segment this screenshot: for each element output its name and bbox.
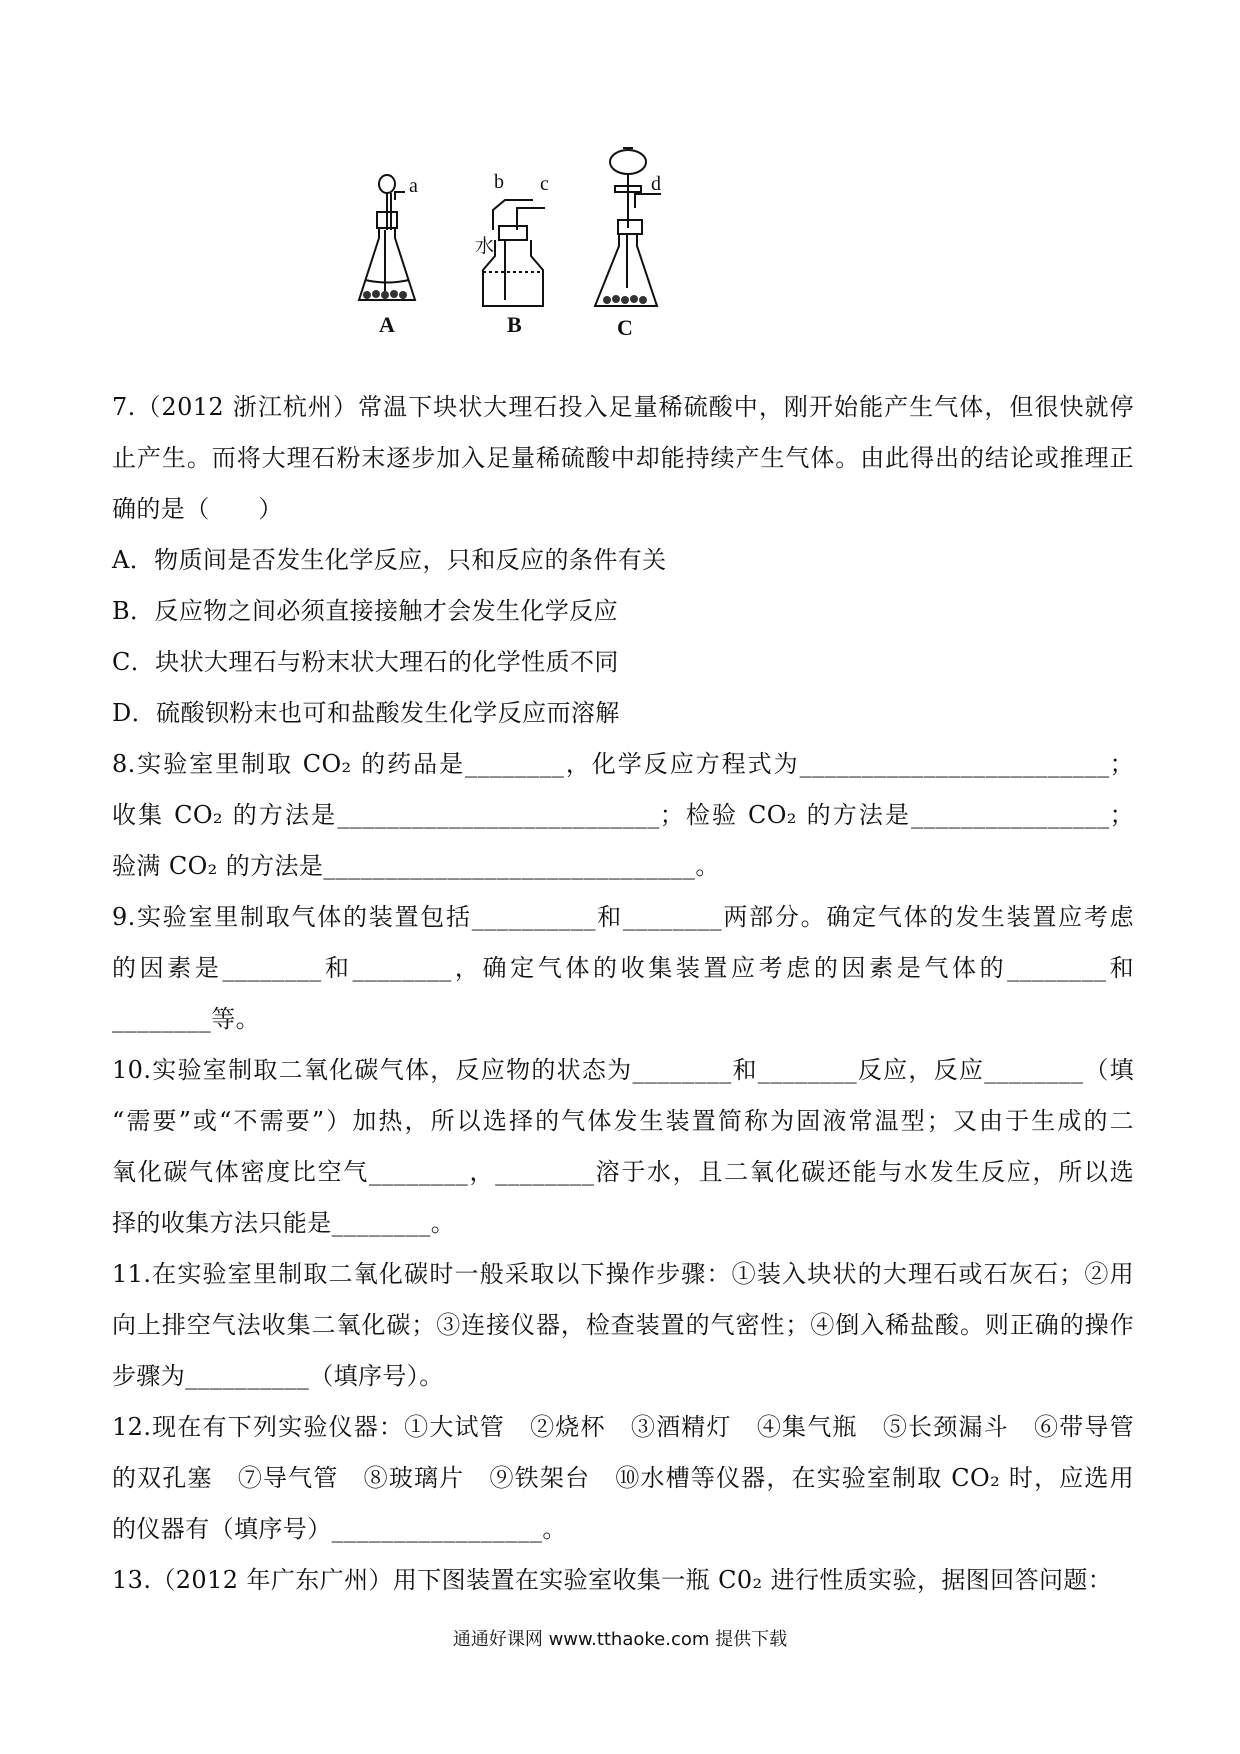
text-line: 步骤为__________（填序号）。 xyxy=(112,1362,444,1390)
text-line: 验满 CO₂ 的方法是______________________________。 xyxy=(112,852,720,880)
text-line: 8.实验室里制取 CO₂ 的药品是________，化学反应方程式为_________________________； xyxy=(112,750,1134,778)
text-line: 止产生。而将大理石粉末逐步加入足量稀硫酸中却能持续产生气体。由此得出的结论或推理正 xyxy=(112,444,1134,472)
text-line: “需要”或“不需要”）加热，所以选择的气体发生装置简称为固液常温型；又由于生成的二 xyxy=(112,1107,1134,1135)
caption-b: B xyxy=(507,312,522,337)
option-a: A．物质间是否发生化学反应，只和反应的条件有关 xyxy=(112,546,667,574)
text-line: 7.（2012 浙江杭州）常温下块状大理石投入足量稀硫酸中，刚开始能产生气体，但很快就停 xyxy=(112,393,1134,421)
text-line: 收集 CO₂ 的方法是__________________________；检验 CO₂ 的方法是________________； xyxy=(112,801,1134,829)
apparatus-c xyxy=(595,148,661,306)
text-line: 确的是（ ） xyxy=(112,495,283,523)
apparatus-diagram xyxy=(379,160,755,385)
label-c: c xyxy=(540,173,549,195)
text-line: 13.（2012 年广东广州）用下图装置在实验室收集一瓶 C0₂ 进行性质实验，据图回答问题： xyxy=(112,1566,1113,1594)
text-line: 的因素是________和________，确定气体的收集装置应考虑的因素是气体的________和 xyxy=(112,954,1134,982)
caption-a: A xyxy=(379,312,395,337)
text-line: 的仪器有（填序号）_________________。 xyxy=(112,1515,567,1543)
label-water: 水 xyxy=(475,235,495,257)
apparatus-a xyxy=(359,175,415,300)
option-b: B．反应物之间必须直接接触才会发生化学反应 xyxy=(112,597,619,625)
text-line: 11.在实验室里制取二氧化碳时一般采取以下操作步骤：①装入块状的大理石或石灰石；②用 xyxy=(112,1260,1134,1288)
text-line: 择的收集方法只能是________。 xyxy=(112,1209,456,1237)
caption-c: C xyxy=(617,315,633,340)
option-d: D．硫酸钡粉末也可和盐酸发生化学反应而溶解 xyxy=(112,699,620,727)
text-line: 12.现在有下列实验仪器：①大试管 ②烧杯 ③酒精灯 ④集气瓶 ⑤长颈漏斗 ⑥带导管 xyxy=(112,1413,1134,1441)
text-line: ________等。 xyxy=(112,1005,260,1033)
question-text xyxy=(112,382,1134,1606)
option-c: C．块状大理石与粉末状大理石的化学性质不同 xyxy=(112,648,619,676)
apparatus-a-stones xyxy=(363,290,407,299)
page-footer: 通通好课网 www.tthaoke.com 提供下载 xyxy=(452,1629,788,1650)
text-line: 向上排空气法收集二氧化碳；③连接仪器，检查装置的气密性；④倒入稀盐酸。则正确的操作 xyxy=(112,1311,1134,1339)
text-line: 氧化碳气体密度比空气________，________溶于水，且二氧化碳还能与水发生反应，所以选 xyxy=(112,1158,1134,1186)
label-d: d xyxy=(651,173,661,195)
text-line: 9.实验室里制取气体的装置包括__________和________两部分。确定气体的发生装置应考虑 xyxy=(112,903,1134,931)
text-line: 的双孔塞 ⑦导气管 ⑧玻璃片 ⑨铁架台 ⑩水槽等仪器，在实验室制取 CO₂ 时，应选用 xyxy=(112,1464,1134,1492)
text-line: 10.实验室制取二氧化碳气体，反应物的状态为________和________反应，反应________（填 xyxy=(112,1056,1134,1084)
label-b: b xyxy=(494,171,504,193)
apparatus-c-stones xyxy=(603,295,647,304)
label-a: a xyxy=(409,175,418,197)
apparatus-figure xyxy=(379,160,755,385)
